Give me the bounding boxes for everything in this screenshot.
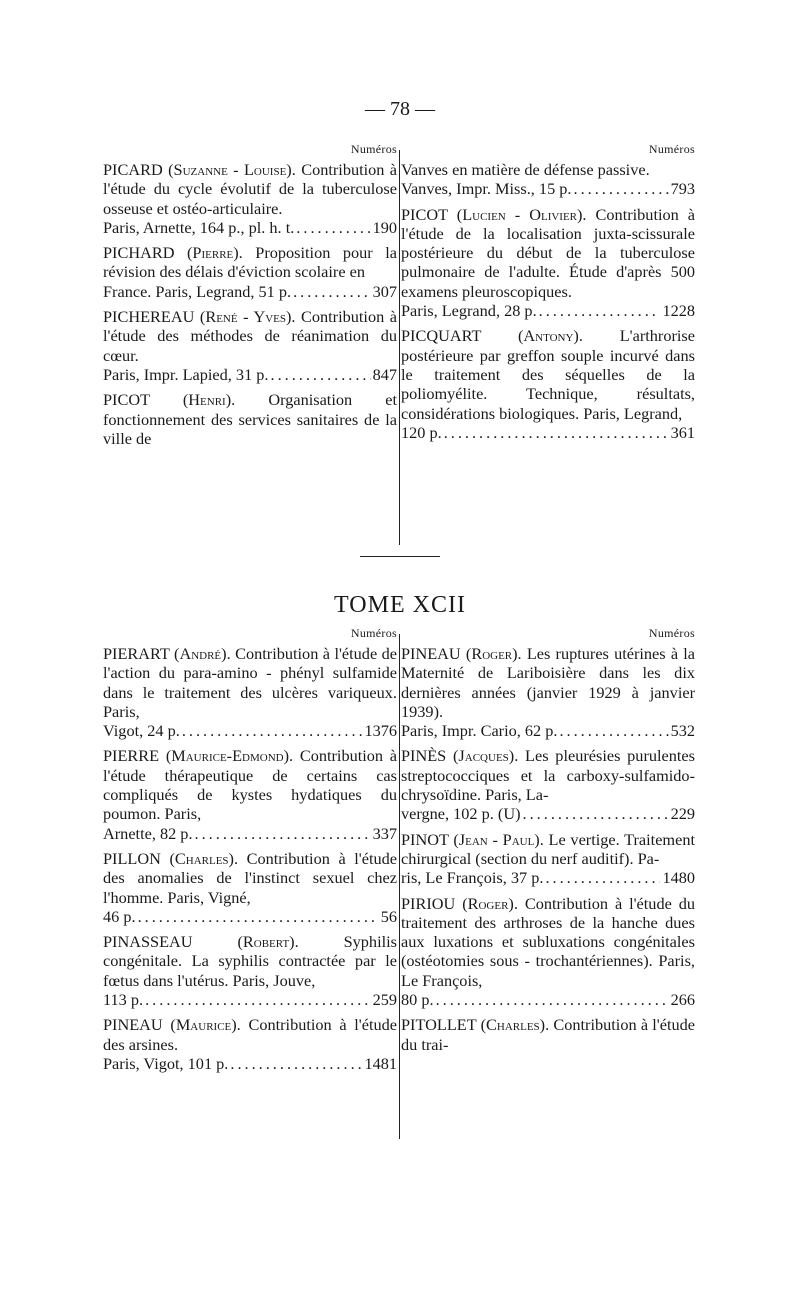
entry-number: 190 — [372, 217, 397, 237]
numeros-header: Numéros — [350, 626, 397, 640]
bibliography-entry — [401, 205, 695, 321]
author-given-name: (Antony). — [517, 326, 583, 346]
author-surname: PITOLLET — [401, 1015, 477, 1035]
entry-title: Proposition pour la révision des délais d'éviction scolaire en — [103, 243, 397, 282]
publication-info: 113 p. — [103, 990, 144, 1010]
author-given-name: (Henri). — [182, 390, 236, 410]
top-section — [103, 142, 717, 552]
entry-number: 793 — [670, 179, 695, 199]
bottom-section — [103, 626, 717, 1148]
author-given-name: (Maurice). — [170, 1015, 241, 1035]
publication-line — [103, 218, 397, 237]
entry-title: Le vertige. Traitement chirurgical (section du nerf auditif). Pa- — [401, 829, 695, 868]
entry-number: 229 — [670, 804, 695, 824]
publication-info: 46 p. — [103, 906, 136, 926]
entry-title: Contribution à l'étude des anomalies de l'instinct sexuel chez l'homme. Paris, Vigné, — [103, 848, 397, 907]
author-surname: PIERRE — [103, 746, 160, 766]
author-given-name: (Pierre). — [187, 243, 243, 263]
dot-leader — [193, 824, 371, 843]
publication-line — [103, 365, 397, 384]
entry-title: Les ruptures utérines à la Maternité de Lariboisière dans les dix dernières années (janvier 1929 à janvier 1939). — [401, 644, 695, 721]
bibliography-entry — [103, 932, 397, 1009]
entry-number: 259 — [372, 990, 397, 1010]
top-right-column — [401, 142, 695, 448]
entry-title: Contribution à l'étude des arsines. — [103, 1015, 397, 1054]
author-surname: PINEAU — [103, 1015, 163, 1035]
publication-info: France. Paris, Legrand, 51 p. — [103, 281, 292, 301]
entry-title: Syphilis congénitale. La syphilis contractée par le fœtus dans l'utérus. Paris, Jouve, — [103, 932, 397, 990]
bibliography-entry — [401, 894, 695, 1010]
publication-line — [401, 804, 695, 823]
tome-heading: TOME XCII — [334, 592, 466, 618]
author-surname: PICHEREAU — [103, 307, 195, 327]
column-divider — [399, 634, 400, 1139]
entry-number: 361 — [670, 422, 695, 442]
entry-number: 1480 — [662, 868, 695, 888]
author-surname: PIERART — [103, 644, 170, 663]
author-given-name: (Charles). — [480, 1015, 550, 1035]
author-surname: PICOT — [401, 204, 448, 224]
author-given-name: (Lucien - Olivier). — [456, 204, 587, 224]
author-surname: PILLON — [103, 848, 161, 868]
entry-title: Organisation et fonctionnement des services sanitaires de la ville de — [103, 390, 397, 448]
bibliography-entry — [103, 1015, 397, 1073]
section-rule — [360, 556, 440, 557]
bibliography-entry — [103, 390, 397, 448]
bibliography-entry — [401, 1015, 695, 1054]
author-surname: PINEAU — [401, 644, 461, 663]
author-surname: PINÈS — [401, 746, 447, 766]
entry-title: L'arthrorise postérieure par greffon souple incurvé dans le traitement des séquelles de la poliomyélite. Technique, résultats, considérations biologiques. Paris, Legrand, — [401, 326, 695, 423]
entry-title: Contribution à l'étude du trai- — [401, 1015, 695, 1054]
author-surname: PICOT — [103, 390, 150, 410]
author-surname: PICARD — [103, 160, 163, 179]
entry-title: Contribution à l'étude du cycle évolutif de la tuberculose osseuse et ostéo-articulaire. — [103, 160, 398, 218]
publication-line — [103, 721, 397, 740]
author-given-name: (André). — [174, 644, 231, 663]
entry-number: 337 — [372, 823, 397, 843]
bibliography-entry — [401, 746, 695, 823]
bibliography-entry — [401, 830, 695, 888]
dot-leader — [537, 301, 661, 320]
publication-line — [103, 282, 397, 301]
publication-info: 120 p. — [401, 422, 442, 442]
publication-info: ris, Le François, 37 p. — [401, 868, 544, 888]
numeros-header: Numéros — [648, 142, 695, 156]
dot-leader — [434, 990, 669, 1009]
entry-number: 1481 — [364, 1053, 397, 1073]
dot-leader — [136, 907, 379, 926]
column-divider — [399, 150, 400, 545]
entry-number: 532 — [670, 721, 695, 741]
entry-title: Les pleurésies purulentes streptococciques et la carboxy-sulfamido-chrysoïdine. Paris, La- — [401, 746, 695, 805]
entry-number: 307 — [372, 281, 397, 301]
publication-line — [401, 721, 695, 740]
entry-number: 1228 — [662, 301, 695, 321]
author-given-name: (René - Yves). — [199, 307, 296, 327]
dot-leader — [521, 804, 669, 823]
dot-leader — [572, 179, 669, 198]
publication-line — [103, 1054, 397, 1073]
publication-info: vergne, 102 p. (U) — [401, 804, 521, 824]
dot-leader — [442, 423, 669, 442]
publication-info: Paris, Arnette, 164 p., pl. h. t. — [103, 217, 295, 237]
author-given-name: (Jacques). — [453, 746, 519, 766]
bibliography-entry — [103, 243, 397, 301]
author-surname: PICQUART — [401, 326, 482, 346]
dot-leader — [291, 282, 370, 301]
bibliography-entry — [103, 849, 397, 926]
publication-line — [103, 824, 397, 843]
entry-title: Contribution à l'étude des méthodes de réanimation du cœur. — [103, 307, 397, 365]
entry-number: 1376 — [364, 721, 397, 741]
publication-line — [401, 868, 695, 887]
publication-info: Paris, Legrand, 28 p. — [401, 301, 537, 321]
bibliography-entry — [401, 644, 695, 740]
author-given-name: (Charles). — [169, 848, 239, 868]
author-surname: PIRIOU — [401, 893, 456, 913]
bibliography-entry — [401, 160, 695, 199]
author-given-name: (Robert). — [237, 932, 299, 952]
entry-number: 847 — [372, 364, 397, 384]
publication-line — [401, 423, 695, 442]
entry-title: Contribution à l'étude de la localisation juxta-scissurale postérieure du début de la tuberculose pulmonaire de l'adulte. Étude d'après 500 examens pleuroscopiques. — [401, 204, 696, 301]
publication-info: Paris, Impr. Cario, 62 p. — [401, 721, 558, 741]
dot-leader — [294, 218, 370, 237]
bottom-left-column — [103, 626, 397, 1079]
author-given-name: (Roger). — [462, 893, 518, 913]
bibliography-entry — [103, 307, 397, 384]
publication-line — [103, 907, 397, 926]
author-surname: PINASSEAU — [103, 932, 193, 952]
publication-info: Vanves, Impr. Miss., 15 p. — [401, 179, 572, 199]
publication-line — [103, 990, 397, 1009]
entry-title: Vanves en matière de défense passive. — [401, 160, 650, 179]
entry-title: Contribution à l'étude du traitement des arthroses de la hanche dues aux luxations et subluxations congénitales (ostéotomies sous - trochantériennes). Paris, Le François, — [401, 893, 696, 990]
author-given-name: (Suzanne - Louise). — [168, 160, 296, 179]
bibliography-entry — [103, 160, 397, 237]
author-given-name: (Roger). — [465, 644, 522, 663]
entry-title: Contribution à l'étude de l'action du para-amino - phényl sulfamide dans le traitement des ulcères variqueux. Paris, — [103, 644, 397, 721]
publication-info: Paris, Impr. Lapied, 31 p. — [103, 364, 269, 384]
entry-number: 56 — [380, 906, 397, 926]
publication-line — [401, 990, 695, 1009]
publication-info: 80 p. — [401, 990, 434, 1010]
author-given-name: (Jean - Paul). — [453, 829, 544, 849]
publication-info: Vigot, 24 p. — [103, 721, 180, 741]
bibliography-entry — [103, 644, 397, 740]
bottom-right-column — [401, 626, 695, 1060]
bibliography-entry — [103, 746, 397, 842]
author-surname: PINOT — [401, 829, 449, 849]
page-number: — 78 — — [365, 98, 435, 120]
numeros-header: Numéros — [350, 142, 397, 156]
dot-leader — [543, 868, 660, 887]
dot-leader — [269, 365, 371, 384]
author-surname: PICHARD — [103, 243, 175, 263]
dot-leader — [180, 721, 363, 740]
bibliography-entry — [401, 326, 695, 442]
publication-info: Arnette, 82 p. — [103, 823, 193, 843]
publication-line — [401, 301, 695, 320]
numeros-header: Numéros — [648, 626, 695, 640]
dot-leader — [557, 721, 668, 740]
top-left-column — [103, 142, 397, 454]
dot-leader — [143, 990, 370, 1009]
entry-number: 266 — [670, 990, 695, 1010]
dot-leader — [228, 1054, 362, 1073]
publication-line — [401, 179, 695, 198]
author-given-name: (Maurice-Edmond). — [165, 746, 294, 766]
publication-info: Paris, Vigot, 101 p. — [103, 1053, 229, 1073]
entry-title: Contribution à l'étude thérapeutique de certains cas compliqués de kystes hydatiques du poumon. Paris, — [103, 746, 397, 824]
